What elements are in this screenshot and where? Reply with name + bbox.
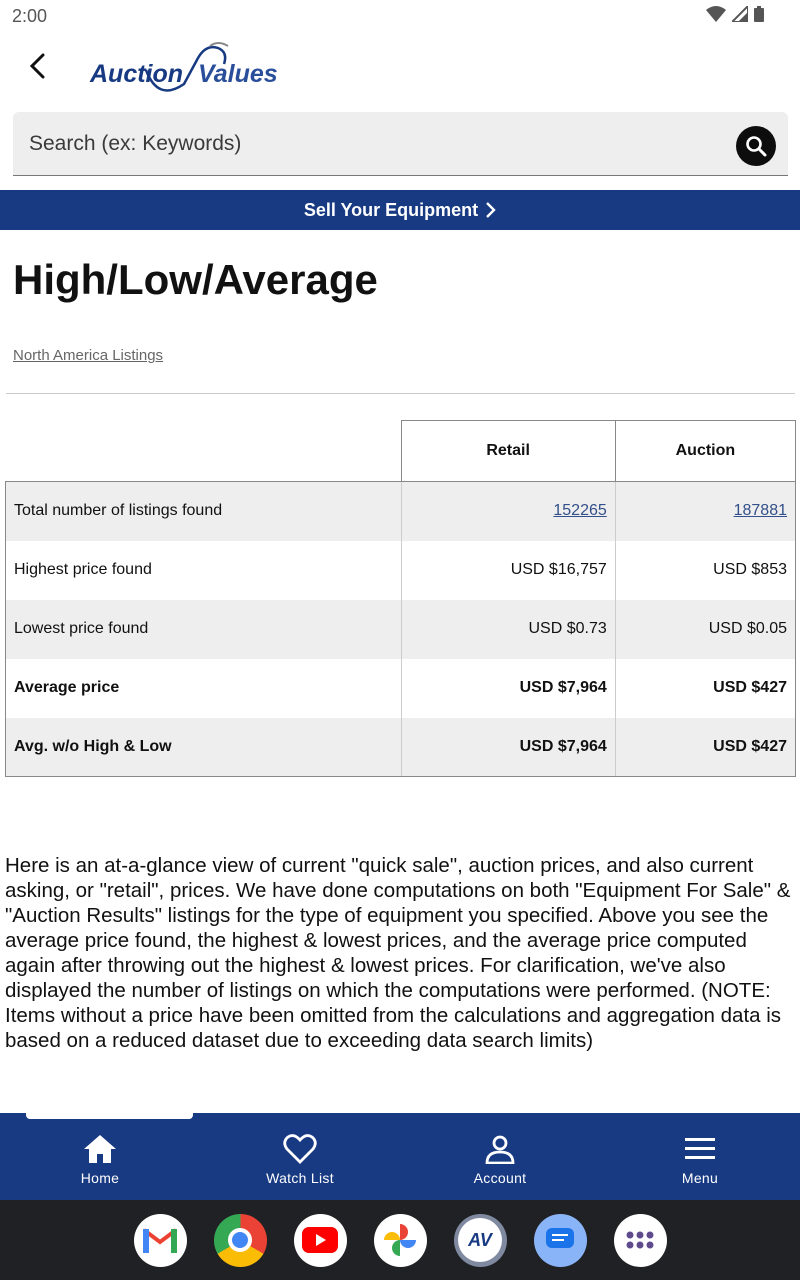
table-header-retail: Retail bbox=[401, 421, 615, 482]
menu-icon bbox=[683, 1134, 717, 1164]
nav-account[interactable] bbox=[400, 1113, 600, 1200]
north-america-listings-link[interactable]: North America Listings bbox=[13, 347, 164, 364]
auction-value: USD $427 bbox=[615, 659, 795, 718]
sell-equipment-label: Sell Your Equipment bbox=[303, 199, 479, 220]
table-row bbox=[6, 600, 796, 659]
description-text: Here is an at-a-glance view of current "quick sale", auction prices, and also current asking, or "retail", prices. We have done computations on both "Equipment For Sale" & "Auction Results" listings for the type of equipment you specified. Above you see the average price found, the highest & lowest prices, and the average price computed again after throwing out the highest & lowest prices. For clarification, we've also displayed the number of listings on which the computations were performed. (NOTE: Items without a price have been omitted from the calculations and aggregation data is based on a reduced dataset due to exceeding data search limits) bbox=[5, 854, 791, 1052]
app-dock bbox=[0, 1200, 800, 1280]
search-bar bbox=[13, 112, 788, 176]
divider bbox=[6, 393, 795, 394]
messages-icon[interactable] bbox=[534, 1214, 587, 1267]
nav-active-indicator bbox=[26, 1113, 193, 1119]
table-row bbox=[6, 482, 796, 541]
auctionvalues-icon[interactable]: AV bbox=[454, 1214, 507, 1267]
heart-icon bbox=[283, 1134, 317, 1164]
retail-value: USD $16,757 bbox=[401, 541, 615, 600]
auction-value: USD $427 bbox=[615, 718, 795, 777]
search-button[interactable] bbox=[736, 126, 776, 166]
svg-text:Values: Values bbox=[198, 60, 278, 88]
nav-home-label: Home bbox=[80, 1169, 120, 1186]
person-icon bbox=[483, 1134, 517, 1164]
status-time: 2:00 bbox=[12, 6, 48, 26]
table-row bbox=[6, 659, 796, 718]
arrow-back-icon bbox=[27, 53, 49, 79]
retail-count-link[interactable]: 152265 bbox=[553, 502, 607, 520]
svg-text:Auction: Auction bbox=[90, 60, 184, 88]
row-label: Highest price found bbox=[6, 541, 402, 600]
nav-menu[interactable] bbox=[600, 1113, 800, 1200]
nav-menu-label: Menu bbox=[681, 1169, 719, 1186]
search-input[interactable] bbox=[29, 124, 709, 164]
photos-icon[interactable] bbox=[374, 1214, 427, 1267]
chevron-right-icon bbox=[484, 201, 496, 219]
auction-value: USD $853 bbox=[615, 541, 795, 600]
battery-icon bbox=[754, 6, 764, 22]
retail-value: USD $7,964 bbox=[401, 718, 615, 777]
table-header-row bbox=[6, 421, 796, 482]
table-row bbox=[6, 718, 796, 777]
apps-icon[interactable] bbox=[614, 1214, 667, 1267]
signal-icon bbox=[732, 6, 748, 22]
auctionvalues-logo bbox=[88, 40, 288, 100]
nav-watch-list-label: Watch List bbox=[266, 1169, 334, 1186]
status-icons bbox=[706, 6, 764, 22]
auction-value: USD $0.05 bbox=[615, 600, 795, 659]
status-bar bbox=[0, 0, 800, 32]
youtube-icon[interactable] bbox=[294, 1214, 347, 1267]
retail-value: USD $7,964 bbox=[401, 659, 615, 718]
row-label: Avg. w/o High & Low bbox=[6, 718, 402, 777]
bottom-nav bbox=[0, 1113, 800, 1200]
back-button[interactable] bbox=[20, 48, 56, 84]
page-title: High/Low/Average bbox=[13, 256, 378, 303]
sell-equipment-banner[interactable] bbox=[0, 190, 800, 230]
wifi-icon bbox=[706, 6, 726, 22]
row-label: Average price bbox=[6, 659, 402, 718]
nav-account-label: Account bbox=[473, 1169, 527, 1186]
table-header-auction: Auction bbox=[615, 421, 795, 482]
table-row bbox=[6, 541, 796, 600]
gmail-icon[interactable] bbox=[134, 1214, 187, 1267]
search-icon bbox=[745, 135, 767, 157]
table-header-blank bbox=[6, 421, 402, 482]
nav-watch-list[interactable] bbox=[200, 1113, 400, 1200]
price-stats-table bbox=[5, 420, 796, 777]
home-icon bbox=[83, 1134, 117, 1164]
chrome-icon[interactable] bbox=[214, 1214, 267, 1267]
auction-count-link[interactable]: 187881 bbox=[733, 502, 787, 520]
retail-value: USD $0.73 bbox=[401, 600, 615, 659]
row-label: Total number of listings found bbox=[6, 482, 402, 541]
nav-home[interactable] bbox=[0, 1113, 200, 1200]
app-header bbox=[0, 32, 800, 110]
row-label: Lowest price found bbox=[6, 600, 402, 659]
